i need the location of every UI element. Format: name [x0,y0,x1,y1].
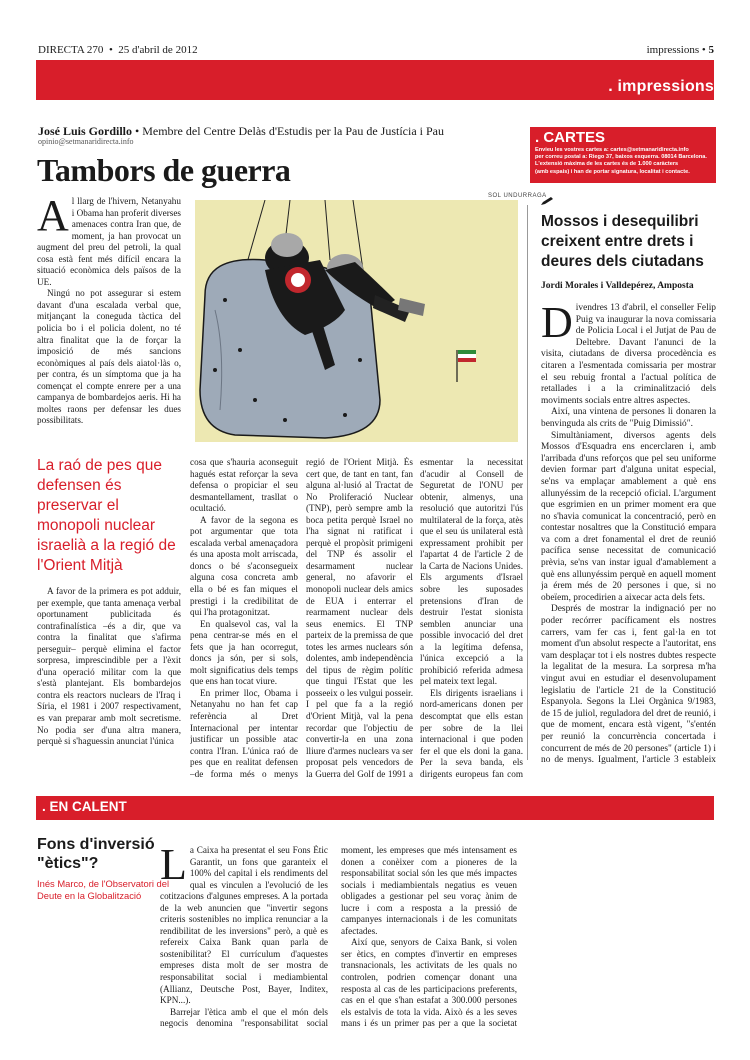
headline: Tambors de guerra [37,152,291,188]
dropcap: A [37,196,69,240]
pencil-icon [540,196,554,206]
illustration-credit: SOL UNDURRAGA [488,193,547,199]
cartes-line: per correu postal a: Riego 37, baixos esquerra. 08014 Barcelona. [535,154,707,161]
paragraph: Barrejar l'ètica amb el que el món dels negocis denomina "responsabilitat social [160,1006,328,1029]
paragraph: En primer lloc, Obama i Netanyahu no han fet cap referència al Dret Internacional per intentar justificar un possible atac contra l'Iran. L'única raó de pes que en realitat defensen –de forma més o menys [190,687,298,779]
article-column-3 [306,457,413,779]
letter-body [541,303,716,765]
section-title: . impressions [608,78,714,95]
article-column-2 [190,457,298,779]
en-calent-band [36,796,714,820]
paragraph: Els dirigents israelians i nord-americans donen per descomptat que ells estan per sobre de la llei internacional i que poden fer el que els doni la gana. Per la seva banda, els dirigents europeus fan com [420,687,523,779]
article-column-1 [37,196,181,446]
author-name: José Luis Gordillo [38,124,133,138]
letter-lead-text: ivendres 13 d'abril, el conseller Felip Puig va inaugurar la nova comissaria de Policia Local i el Jutjat de Pau de Deltebre. Davant l'anunci de la visita, ciutadans de diversa procedència es citaren a l'esmentada comissaria per mostrar el seu rebuig frontal a l'actual política de retallades i a la criminalització dels moviments socials entre altres aspectes. [541,303,716,406]
paragraph: Després de mostrar la indignació per no poder recórrer pacíficament els nostres carrers, vam fer cas i, fent gal·la en tot moment d'un absolut respecte a l'autoritat, ens vam desplaçar tot i els nostres dubtes respecte la legalitat de la mesura. La sorpresa m'ha vingut avui en estudiar el desenvolupament legislatiu de l'article 21 de la Constitució Espanyola. Segons la Llei Orgànica 9/1983, de 15 de juliol, reguladora del dret de reunió, i que de moment, encara està vigent, "s'entén per reunió la concurrència concertada i concurrent de més de 20 persones" (article 1) i no de menys. Igualment, l'article 3 estableix [541,604,716,765]
cartes-box [530,127,716,183]
author-role: Membre del Centre Delàs d'Estudis per la Pau de Justícia i Pau [142,124,444,138]
article-column-1b [37,586,181,778]
en-calent-lead [160,845,328,1007]
section-band [36,60,714,100]
en-calent-lead-text: a Caixa ha presentat el seu Fons Ètic Garantit, un fons que garanteix el 100% del capital i els rendiments del qual es vinculen a l'evolució de les cotitzacions d'algunes empreses. A la portada de la web anuncien que "invertir segons criteris sostenibles no implica renunciar a la rendibilitat de les inversions" però, a què es refereix Caixa Bank quan parla de sostenibilitat? El currículum d'aquestes empreses dista molt de ser mostra de responsabilitat social i mediambiental (Allianz, Deutsche Post, Bayer, Inditex, KPN...). [160,845,328,1006]
byline: José Luis Gordillo • Membre del Centre Delàs d'Estudis per la Pau de Justícia i Pau [38,124,444,138]
folio-section: impressions [646,44,700,56]
paragraph: A favor de la primera es pot adduir, per exemple, que tanta amenaça verbal oportunament publicitada és contrafinalística –és a dir, que va contra la finalitat que s'afirma perseguir– perquè elimina el factor sorpresa, imprescindible per a l'èxit d'una operació militar com la que s'està plantejant. Els bombardejos contra els reactors nuclears de l'Iraq i Síria, el 1981 i 2007 respectivament, es van preparar amb molt secretisme. No podia ser d'una altra manera, perquè si s'haguessin anunciat l'única [37,586,181,747]
illustration [195,200,518,442]
paragraph: cosa que s'hauria aconseguit hagués estat reforçar la seva defensa o propiciar el seu desmantellament, trasllat o ocultació. [190,457,298,514]
lead-paragraph [37,196,181,288]
paragraph: Així, una vintena de persones li donaren la benvinguda als crits de "Puig Dimissió". [541,407,716,429]
cartes-line: L'extensió màxima de les cartes és de 1.000 caràcters [535,161,679,168]
folio-separator-right: • [701,44,706,56]
issue-number: DIRECTA 270 [38,44,104,56]
article-column-4 [420,457,523,779]
issue-folio [38,44,198,56]
lead-text: l llarg de l'hivern, Netanyahu i Obama han proferit diverses amenaces contra Iran que, de moment, ja han provocat un augment del preu del petroli, la qual cosa està fent més difícil encara la situació econòmica dels països de la UE. [37,196,181,287]
paragraph: Simultàniament, diversos agents dels Mossos d'Esquadra ens encerclaren i, amb l'arribada d'uns reforços que pel seu uniforme devien formar part d'alguna unitat especial, se'ns va emplaçar amablement a què ens allunyéssim de la recepció oficial. L'argument que esgrimien en un primer moment era que no s'havia comunicat la concentració, però en contestar nosaltres que la Constitució empara va com a dret fonamental el dret de reunió pacífica sense necessitat de comunicació prèvia, se'ns van instar igual d'amablement a què ens allunyéssim perquè en aquell moment ja érem més de 20 persones i que, si no obeïem, procedirien a aixecar acta dels fets. [541,430,716,603]
column-divider [527,205,528,760]
en-calent-dropcap: L [160,845,187,889]
en-calent-label: . EN CALENT [42,799,127,814]
letter-lead [541,303,716,407]
letter-author: Jordi Morales i Valldepérez, Amposta [541,281,694,291]
en-calent-headline: Fons d'inversió "ètics"? [37,836,155,872]
issue-date: 25 d'abril de 2012 [118,44,198,56]
en-calent-column-1 [160,845,328,1031]
paragraph: esmentar la necessitat d'acudir al Consell de Seguretat de l'ONU per obtenir, almenys, una resolució que autoritzi l'ús multilateral de la força, atès que el seu ús unilateral està expressament prohibit per l'apartat 4 de l'article 2 de la Carta de Nacions Unides. Els arguments d'Israel sobre les suposades pretensions d'Iran de destruir l'estat sionista semblen anunciar una possible invocació del dret a la legítima defensa, l'única excepció a la prohibició referida admesa pel mateix text legal. [420,457,523,687]
en-calent-author: Inés Marco, de l'Observatori del Deute en la Globalització [37,878,170,901]
paragraph: Així que, senyors de Caixa Bank, si volen ser ètics, en comptes d'invertir en empreses transnacionals, les activitats de les quals no controlen, podrien començar donant una resposta al cas de les participacions preferents, cas en el que s'han estafat a 300.000 persones els estalvis de tota la vida. Això és a les seves mans i és un primer pas per a que la societat [341,937,517,1029]
war-drums-illustration [195,200,518,442]
paragraph: regió de l'Orient Mitjà. És cert que, de tant en tant, fan alguna al·lusió al Tractat de No Proliferació Nuclear (TNP), però sempre amb la boca petita perquè Israel no l'ha signat ni ratificat i perquè el propòsit primigeni del TNP és assolir el desarmament nuclear general, no afavorir el monopoli nuclear dels amics de EUA i enterrar el rearmament nuclear dels seus enemics. El TNP parteix de la premissa de que totes les armes nuclears són dolentes, amb independència del tipus de règim polític que tingui l'Estat que les posseeix o les vulgui posseir. I pel que fa a la regió d'Orient Mitjà, val la pena recordar que l'objectiu de convertir-la en una zona lliure d'armes nuclears va ser proposat pels vencedors de la Guerra del Golf de 1991 a [306,457,413,779]
paragraph: A favor de la segona es pot argumentar que tota escalada verbal amenaçadora és una aposta molt arriscada, doncs o bé s'aconsegueix alguna cosa concreta amb ella o bé es fan miques el prestigi i la credibilitat de qui l'ha protagonitzat. [190,514,298,618]
author-email: opinio@setmanaridirecta.info [38,137,134,146]
paragraph: Ningú no pot assegurar si estem davant d'una escalada verbal que, mitjançant la coneguda tàctica del policia bo i el policia dolent, no té altra finalitat que la de forçar la imposició de més sancions econòmiques al país dels aiatol·làs o, per contra, és un símptoma que ja ha començat el compte enrere per a una campanya de bombardejos aeris. Hi ha moltes raons per defensar les dues possibilitats. [37,288,181,426]
page-number: 5 [708,44,714,56]
letter-dropcap: D [541,303,573,347]
page-folio [647,44,714,56]
cartes-line: Envieu les vostres cartes a: cartes@setmanaridirecta.info [535,147,689,153]
cartes-line: (amb espais) i han de portar signatura, localitat i contacte. [535,168,690,175]
cartes-title: . CARTES [535,129,606,146]
letter-headline: Mossos i desequilibri creixent entre drets i deures dels ciutadans [541,213,704,270]
pull-quote: La raó de pes que defensen és preservar el monopoli nuclear israelià a la regió de l'Orient Mitjà [37,457,176,574]
paragraph: moment, les empreses que més intensament es donen a conèixer com a pioneres de la responsabilitat social són les que més impactes socials i mediambientals negatius es veuen obligades a gestionar pel seu voraç ànim de lucre i com a resposta a la pressió de campanyes internacionals i de les comunitats afectades. [341,845,517,936]
folio-separator: • [108,44,113,56]
paragraph: En qualsevol cas, val la pena centrar-se més en el fets que ja han ocorregut, doncs ja són, per si sols, molt significatius dels temps que ens han tocat viure. [190,618,298,687]
en-calent-column-2 [341,845,517,1031]
